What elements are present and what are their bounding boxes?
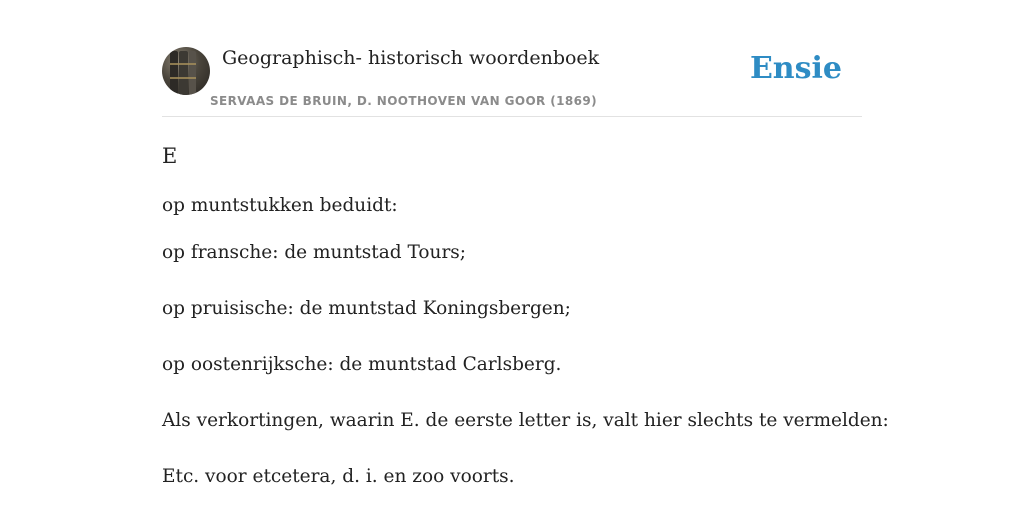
book-author-label: SERVAAS DE BRUIN, D. NOOTHOVEN VAN GOOR (1869) — [210, 94, 598, 108]
entry-intro: op muntstukken beduidt: — [162, 195, 398, 216]
entry-paragraph: Als verkortingen, waarin E. de eerste letter is, valt hier slechts te vermelden: — [162, 410, 889, 431]
entry-paragraph: op fransche: de muntstad Tours; — [162, 242, 467, 263]
book-header — [162, 0, 862, 117]
book-spine-icon — [189, 51, 196, 95]
entry-title: E — [162, 144, 178, 168]
book-spine-icon — [179, 51, 188, 95]
entry-paragraph: op oostenrijksche: de muntstad Carlsberg. — [162, 354, 562, 375]
book-title-link[interactable]: Geographisch- historisch woordenboek — [222, 47, 600, 69]
page-container — [162, 0, 889, 512]
ensie-logo-link[interactable]: Ensie — [749, 51, 842, 86]
spine-band-decoration — [170, 77, 196, 79]
book-spine-icon — [170, 51, 178, 95]
book-cover-avatar[interactable] — [162, 47, 210, 95]
entry-paragraph: op pruisische: de muntstad Koningsbergen; — [162, 298, 571, 319]
spine-band-decoration — [170, 63, 196, 65]
entry-paragraph: Etc. voor etcetera, d. i. en zoo voorts. — [162, 466, 515, 487]
